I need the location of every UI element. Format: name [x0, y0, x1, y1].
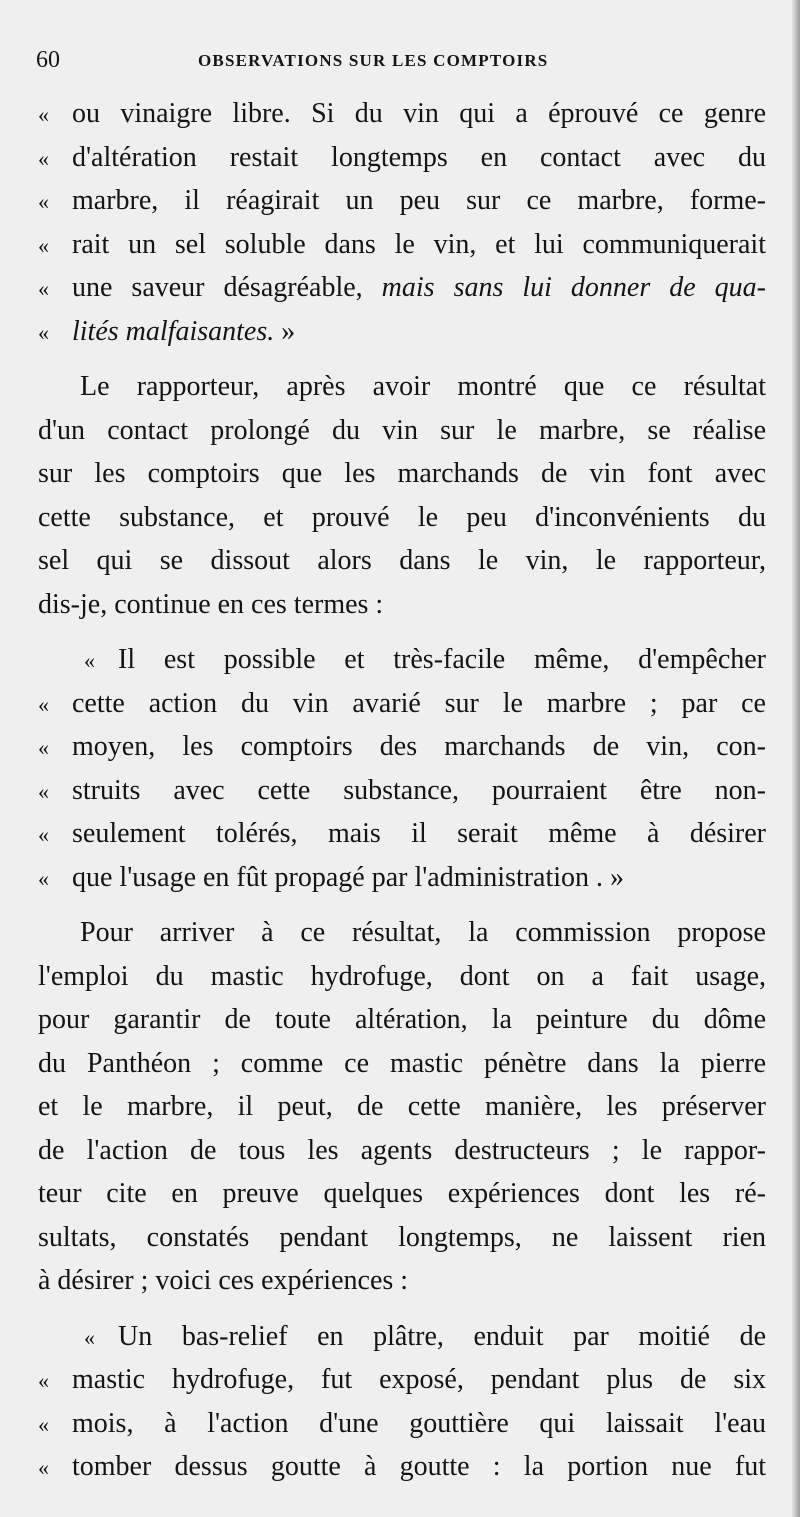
paragraph-2: [38, 365, 766, 626]
paragraph-quoted-3: [38, 638, 766, 899]
line-text: d'altération restait longtemps en contact avec du: [72, 141, 766, 173]
line-text: Pour arriver à ce résultat, la commission propose: [80, 917, 766, 948]
quote-mark: «: [38, 865, 49, 891]
line-text: ou vinaigre libre. Si du vin qui a éprouvé ce genre: [72, 98, 766, 129]
closing-quote: »: [274, 315, 296, 347]
line-text: mastic hydrofuge, fut exposé, pendant plus de six: [72, 1364, 766, 1395]
line-text: tomber dessus goutte à goutte : la portion nue fut: [72, 1451, 766, 1482]
quote-mark: «: [38, 735, 49, 760]
text-line: [38, 1129, 766, 1173]
line-text: rait un sel soluble dans le vin, et lui communiquerait: [72, 228, 766, 260]
text-line: [38, 1315, 766, 1359]
paragraph-gap: [38, 1303, 766, 1315]
quote-mark: «: [38, 1411, 49, 1437]
text-line: [38, 409, 766, 453]
text-line: [38, 266, 766, 310]
text-line: [38, 725, 766, 769]
quote-mark: «: [84, 648, 95, 673]
line-text: de l'action de tous les agents destructeurs ; le rappor-: [38, 1134, 766, 1166]
text-line: [38, 310, 766, 354]
line-text: à désirer ; voici ces expériences :: [38, 1265, 409, 1296]
line-text: seulement tolérés, mais il serait même à désirer: [72, 818, 766, 849]
text-line: [38, 911, 766, 955]
line-text: cette substance, et prouvé le peu d'inconvénients du: [38, 501, 766, 533]
line-text: pour garantir de toute altération, la peinture du dôme: [38, 1004, 766, 1035]
line-text: l'emploi du mastic hydrofuge, dont on a fait usage,: [38, 960, 766, 992]
text-line: [38, 1259, 766, 1303]
line-text-mixed: [72, 266, 766, 310]
paragraph-quoted-1: [38, 92, 766, 353]
line-text: du Panthéon ; comme ce mastic pénètre dans la pierre: [38, 1047, 766, 1079]
line-text: Un bas-relief en plâtre, enduit par moitié de: [118, 1320, 766, 1352]
text-line: [38, 1172, 766, 1216]
line-text-mixed: [72, 310, 766, 354]
quote-mark: «: [38, 778, 49, 804]
paragraph-4: [38, 911, 766, 1303]
line-text: moyen, les comptoirs des marchands de vin, con-: [72, 731, 766, 762]
quote-mark: «: [38, 232, 49, 258]
text-line: [38, 1042, 766, 1086]
line-text: marbre, il réagirait un peu sur ce marbre, forme-: [72, 185, 766, 216]
text-line: [38, 452, 766, 496]
page-text: [38, 92, 766, 1489]
text-line: [38, 1085, 766, 1129]
text-line: [38, 1358, 766, 1402]
text-line: [38, 638, 766, 682]
text-line: [38, 856, 766, 900]
quote-mark: «: [38, 145, 49, 171]
page-header: [36, 44, 776, 80]
quote-mark: «: [38, 276, 49, 301]
text-line: [38, 998, 766, 1042]
quote-mark: «: [38, 691, 49, 717]
text-line: [38, 136, 766, 180]
line-text: teur cite en preuve quelques expériences dont les ré-: [38, 1178, 766, 1209]
line-text: cette action du vin avarié sur le marbre ; par ce: [72, 687, 766, 719]
quote-mark: «: [38, 822, 49, 847]
text-line: [38, 812, 766, 856]
text-line: [38, 682, 766, 726]
text-line: [38, 92, 766, 136]
quote-mark: «: [84, 1324, 95, 1350]
paragraph-gap: [38, 626, 766, 638]
text-line: [38, 496, 766, 540]
text-line: [38, 1402, 766, 1446]
line-text: struits avec cette substance, pourraient être non-: [72, 774, 766, 806]
line-text: que l'usage en fût propagé par l'administration . »: [72, 861, 625, 893]
line-text: mois, à l'action d'une gouttière qui laissait l'eau: [72, 1407, 766, 1439]
text-line: [38, 583, 766, 627]
line-text: sultats, constatés pendant longtemps, ne laissent rien: [38, 1221, 766, 1253]
text-line: [38, 179, 766, 223]
paragraph-gap: [38, 353, 766, 365]
quote-mark: «: [38, 102, 49, 127]
line-text: Il est possible et très-facile même, d'empêcher: [118, 644, 766, 675]
text-line: [38, 769, 766, 813]
line-text: sur les comptoirs que les marchands de vin font avec: [38, 458, 766, 489]
paragraph-quoted-5: [38, 1315, 766, 1489]
quote-mark: «: [38, 1455, 49, 1480]
quote-mark: «: [38, 189, 49, 214]
line-text: et le marbre, il peut, de cette manière, les préserver: [38, 1091, 766, 1122]
text-line: [38, 1216, 766, 1260]
text-line: [38, 539, 766, 583]
running-head: OBSERVATIONS SUR LES COMPTOIRS: [198, 51, 549, 70]
line-text: dis-je, continue en ces termes :: [38, 588, 384, 620]
paragraph-gap: [38, 899, 766, 911]
line-text: Le rapporteur, après avoir montré que ce résultat: [80, 371, 766, 402]
quote-mark: «: [38, 1368, 49, 1393]
italic-text: mais sans lui donner de qua-: [381, 272, 767, 303]
text-line: [38, 1445, 766, 1489]
italic-text: lités malfaisantes.: [72, 315, 275, 347]
line-text: sel qui se dissout alors dans le vin, le rapporteur,: [38, 545, 766, 576]
page-number: 60: [36, 47, 60, 73]
text-line: [38, 223, 766, 267]
quote-mark: «: [38, 319, 49, 345]
text-line: [38, 955, 766, 999]
page-edge-shadow: [792, 0, 800, 1517]
line-text: d'un contact prolongé du vin sur le marbre, se réalise: [38, 414, 766, 446]
line-text-roman: une saveur désagréable,: [72, 272, 363, 303]
text-line: [38, 365, 766, 409]
